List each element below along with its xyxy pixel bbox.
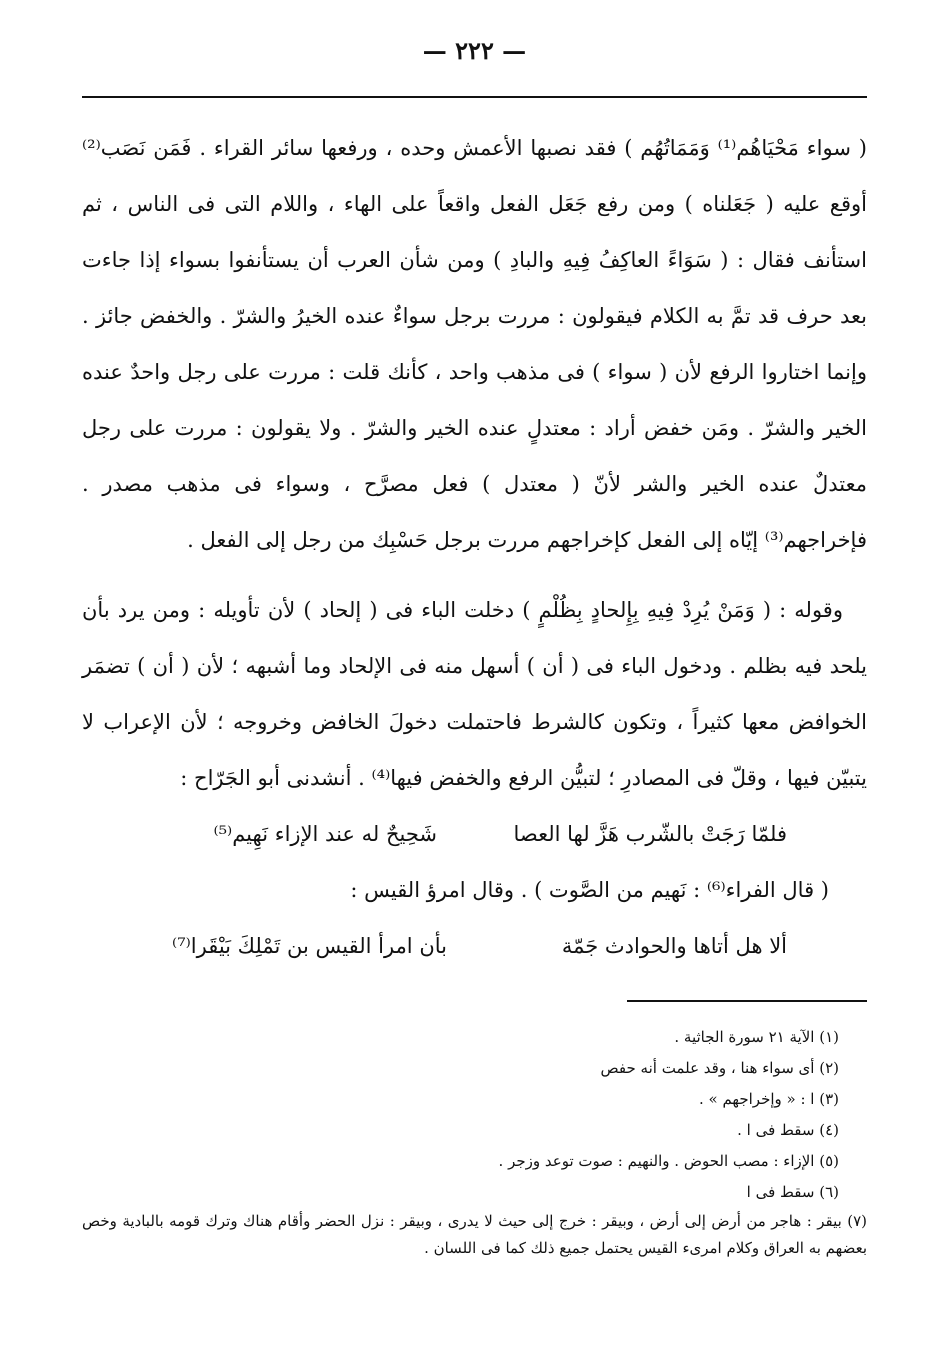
footnote-7: (٧) بيقر : هاجر من أرض إلى أرض ، وبيقر : خرج إلى حيث لا يدرى ، وبيقر : نزل الحضر وأقام هناك وترك قومه بالبادية وخص بعضهم به العراق وكلام امرىء القيس يحتمل جميع ذلك كما فى اللسان . <box>82 1212 867 1257</box>
footnote-rule <box>627 1000 867 1002</box>
header-rule <box>82 96 867 98</box>
main-text <box>82 120 867 974</box>
page-number: — ٢٢٢ — <box>422 36 527 65</box>
verse-1-first-hemistich: فلمّا رَجَتْ بالشّرب هَزَّ لها العصا <box>513 822 787 846</box>
verse-1 <box>82 806 867 862</box>
paragraph-2: وقوله : ( وَمَنْ يُرِدْ فِيهِ بِإِلحادٍ بِظُلْمٍ ) دخلت الباء فى ( إلحاد ) لأن تأويله : ومن يرد بأن يلحد فيه بظلم . ودخول الباء فى ( أن ) أسهل منه فى الإلحاد وما أشبهه ؛ لأن ( أن ) تضمَر الخوافض معها كثيراً ، وتكون كالشرط فاحتملت دخولَ الخافض وخروجه ؛ لأن الإعراب لا يتبيّن فيها ، وقلّ فى المصادرِ ؛ لتبيُّن الرفع والخفض فيها⁽⁴⁾ . أنشدنى أبو الجَرّاح : <box>82 598 867 790</box>
paragraph-1: ( سواء مَحْيَاهُم⁽¹⁾ وَمَمَاتُهُم ) فقد نصبها الأعمش وحده ، ورفعها سائر القراء . فَمَن نَصَب⁽²⁾ أوقع عليه ( جَعَلناه ) ومن رفع جَعَل الفعل واقعاً على الهاء ، واللام التى فى الناس ، ثم استأنف فقال : ( سَوَاءً العاكِفُ فِيهِ والبادِ ) ومن شأن العرب أن يستأنفوا بسواء إذا جاءت بعد حرف قد تمَّ به الكلام فيقولون : مررت برجل سواءٌ عنده الخيرُ والشرّ . والخفض جائز . وإنما اختاروا الرفع لأن ( سواء ) فى مذهب واحد ، كأنك قلت : مررت على رجل واحدٌ عنده الخير والشرّ . ومَن خفض أراد : معتدلٍ عنده الخير والشرّ . ولا يقولون : مررت على رجل معتدلٌ عنده الخير والشر لأنّ ( معتدل ) فعل مصرَّح ، وسواء فى مذهب مصدر . فإخراجهم⁽³⁾ إيّاه إلى الفعل كإخراجهم مررت برجل حَسْبِك من رجل إلى الفعل . <box>82 136 867 552</box>
footnote-3: (٣) ا : « وإخراجهم » . <box>698 1090 839 1108</box>
footnote-5: (٥) الإزاء : مصب الحوض . والنهيم : صوت توعد وزجر . <box>498 1152 839 1170</box>
verse-2-first-hemistich: ألا هل أتاها والحوادث جَمّة <box>561 934 787 958</box>
verse-2 <box>82 918 867 974</box>
footnote-1: (١) الآية ٢١ سورة الجاثية . <box>674 1028 839 1046</box>
verse-2-intro: ( قال الفراء⁽⁶⁾ : نَهيم من الصَّوت ) . وقال امرؤ القيس : <box>350 878 829 902</box>
footnote-4: (٤) سقط فى ا . <box>737 1121 839 1139</box>
footnote-2: (٢) أى سواء هنا ، وقد علمت أنه حفص <box>600 1059 839 1077</box>
footnote-6: (٦) سقط فى ا <box>746 1183 839 1201</box>
verse-2-second-hemistich: بأن امرأ القيس بن تَمْلِكَ بَيْقَرا⁽⁷⁾ <box>172 934 447 958</box>
verse-1-second-hemistich: شَحِيحٌ له عند الإزاء نَهِيم⁽⁵⁾ <box>213 822 437 846</box>
footnotes <box>82 1022 867 1262</box>
